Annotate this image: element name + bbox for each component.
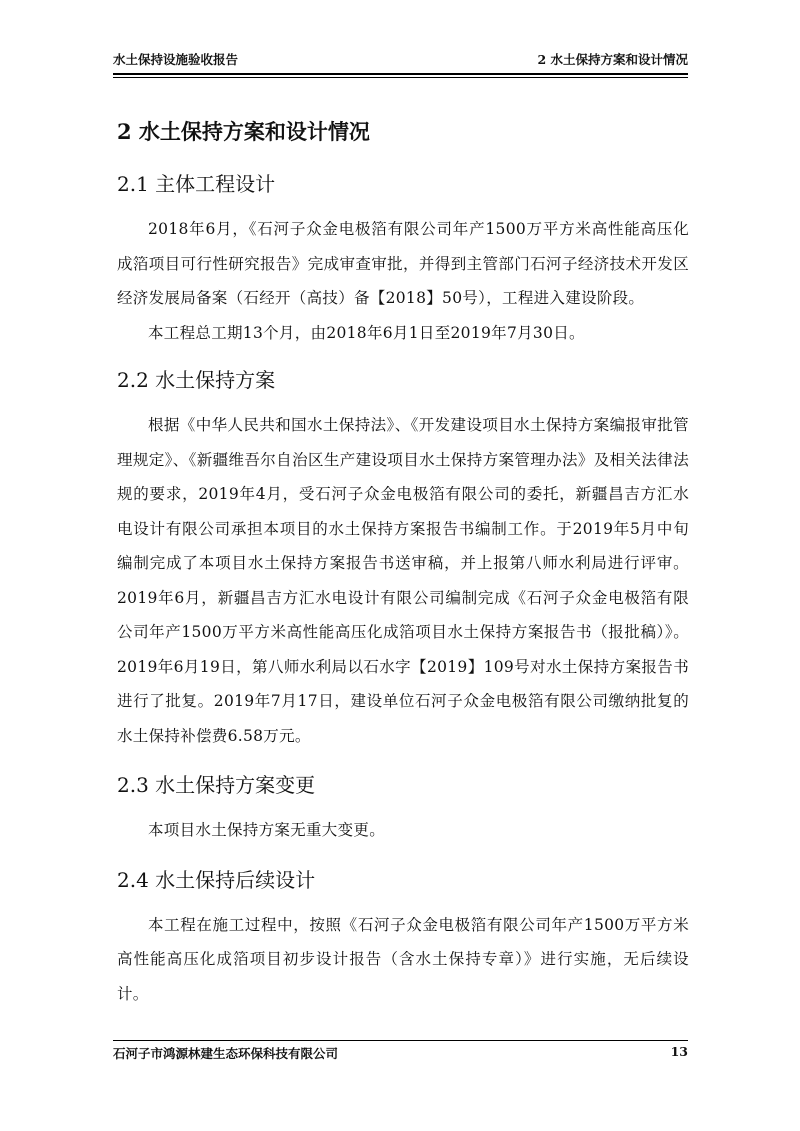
paragraph: 根据《中华人民共和国水土保持法》、《开发建设项目水土保持方案编报审批管理规定》、《新疆维吾尔自治区生产建设项目水土保持方案管理办法》及相关法律法规的要求，2019年4月，受石河子众金电极箔有限公司的委托，新疆昌吉方汇水电设计有限公司承担本项目的水土保持方案报告书编制工作。于2019年5月中旬编制完成了本项目水土保持方案报告书送审稿，并上报第八师水利局进行评审。2019年6月，新疆昌吉方汇水电设计有限公司编制完成《石河子众金电极箔有限公司年产1500万平方米高性能高压化成箔项目水土保持方案报告书（报批稿）》。2019年6月19日，第八师水利局以石水字【2019】109号对水土保持方案报告书进行了批复。2019年7月17日，建设单位石河子众金电极箔有限公司缴纳批复的水土保持补偿费6.58万元。 xyxy=(117,416,689,745)
section-heading-2-4: 2.4 水土保持后续设计 xyxy=(117,867,316,892)
paragraph: 本工程在施工过程中，按照《石河子众金电极箔有限公司年产1500万平方米高性能高压化成箔项目初步设计报告（含水土保持专章）》进行实施，无后续设计。 xyxy=(117,915,689,1003)
section-heading-2-3: 2.3 水土保持方案变更 xyxy=(117,773,316,797)
paragraph: 本工程总工期13个月，由2018年6月1日至2019年7月30日。 xyxy=(148,323,585,342)
page-footer xyxy=(113,1044,688,1064)
footer-rule xyxy=(113,1040,688,1041)
header-chapter-title: 2 水土保持方案和设计情况 xyxy=(537,52,688,67)
paragraph: 本项目水土保持方案无重大变更。 xyxy=(148,821,386,839)
page-header xyxy=(113,50,688,72)
page-number: 13 xyxy=(670,1044,688,1059)
page-body xyxy=(117,112,689,1011)
header-report-title: 水土保持设施验收报告 xyxy=(113,52,239,67)
chapter-title: 2 水土保持方案和设计情况 xyxy=(117,119,370,144)
header-rule-thin xyxy=(113,77,688,78)
paragraph: 2018年6月，《石河子众金电极箔有限公司年产1500万平方米高性能高压化成箔项目可行性研究报告》完成审查审批，并得到主管部门石河子经济技术开发区经济发展局备案（石经开（高技）备【2018】50号），工程进入建设阶段。 xyxy=(117,220,689,307)
section-heading-2-1: 2.1 主体工程设计 xyxy=(117,172,276,196)
header-rule-thick xyxy=(113,73,688,75)
footer-company-name: 石河子市鸿源林建生态环保科技有限公司 xyxy=(113,1046,339,1061)
section-heading-2-2: 2.2 水土保持方案 xyxy=(117,368,276,392)
